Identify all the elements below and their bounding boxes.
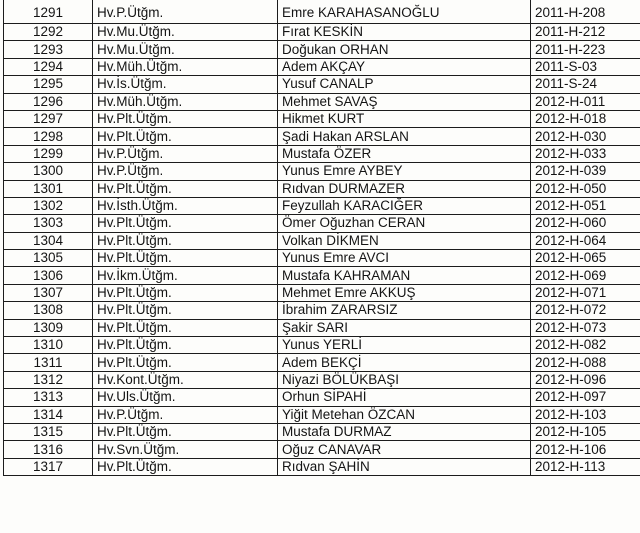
table-row <box>4 110 640 127</box>
table-row <box>4 0 640 24</box>
registry-number-cell: 2011-H-212 <box>531 24 640 41</box>
registry-number-cell: 2012-H-071 <box>531 284 640 301</box>
name-cell: Fırat KESKİN <box>278 24 531 41</box>
name-cell: Mehmet Emre AKKUŞ <box>278 284 531 301</box>
row-number-cell: 1306 <box>4 267 93 284</box>
table-row <box>4 441 640 458</box>
rank-cell: Hv.Mu.Ütğm. <box>93 24 278 41</box>
name-cell: Volkan DİKMEN <box>278 232 531 249</box>
row-number-cell: 1301 <box>4 180 93 197</box>
registry-number-cell: 2012-H-069 <box>531 267 640 284</box>
name-cell: Yunus Emre AVCI <box>278 250 531 267</box>
row-number-cell: 1295 <box>4 76 93 93</box>
row-number-cell: 1307 <box>4 284 93 301</box>
table-row <box>4 354 640 371</box>
registry-number-cell: 2012-H-105 <box>531 423 640 440</box>
registry-number-cell: 2011-H-208 <box>531 0 640 24</box>
registry-number-cell: 2012-H-065 <box>531 250 640 267</box>
name-cell: Mehmet SAVAŞ <box>278 93 531 110</box>
row-number-cell: 1294 <box>4 58 93 75</box>
registry-number-cell: 2012-H-106 <box>531 441 640 458</box>
table-row <box>4 371 640 388</box>
row-number-cell: 1292 <box>4 24 93 41</box>
row-number-cell: 1314 <box>4 406 93 423</box>
name-cell: Emre KARAHASANOĞLU <box>278 0 531 24</box>
table-row <box>4 76 640 93</box>
rank-cell: Hv.P.Ütğm. <box>93 0 278 24</box>
name-cell: Mustafa ÖZER <box>278 145 531 162</box>
name-cell: Şakir SARI <box>278 319 531 336</box>
row-number-cell: 1315 <box>4 423 93 440</box>
registry-number-cell: 2011-S-24 <box>531 76 640 93</box>
row-number-cell: 1310 <box>4 337 93 354</box>
table-row <box>4 41 640 58</box>
rank-cell: Hv.İs.Ütğm. <box>93 76 278 93</box>
name-cell: Ömer Oğuzhan CERAN <box>278 215 531 232</box>
registry-number-cell: 2012-H-011 <box>531 93 640 110</box>
rank-cell: Hv.Plt.Ütğm. <box>93 250 278 267</box>
row-number-cell: 1313 <box>4 389 93 406</box>
rank-cell: Hv.Plt.Ütğm. <box>93 215 278 232</box>
rank-cell: Hv.Plt.Ütğm. <box>93 110 278 127</box>
personnel-table-body <box>4 0 640 476</box>
name-cell: Doğukan ORHAN <box>278 41 531 58</box>
table-row <box>4 423 640 440</box>
row-number-cell: 1305 <box>4 250 93 267</box>
table-row <box>4 58 640 75</box>
table-row <box>4 284 640 301</box>
registry-number-cell: 2012-H-097 <box>531 389 640 406</box>
name-cell: Rıdvan ŞAHİN <box>278 458 531 475</box>
table-row <box>4 145 640 162</box>
registry-number-cell: 2012-H-082 <box>531 337 640 354</box>
registry-number-cell: 2012-H-073 <box>531 319 640 336</box>
registry-number-cell: 2011-H-223 <box>531 41 640 58</box>
registry-number-cell: 2012-H-088 <box>531 354 640 371</box>
name-cell: İbrahim ZARARSIZ <box>278 302 531 319</box>
name-cell: Yunus Emre AYBEY <box>278 163 531 180</box>
name-cell: Şadi Hakan ARSLAN <box>278 128 531 145</box>
table-row <box>4 128 640 145</box>
rank-cell: Hv.Müh.Ütğm. <box>93 58 278 75</box>
rank-cell: Hv.Kont.Ütğm. <box>93 371 278 388</box>
rank-cell: Hv.Plt.Ütğm. <box>93 180 278 197</box>
rank-cell: Hv.Plt.Ütğm. <box>93 319 278 336</box>
table-row <box>4 250 640 267</box>
rank-cell: Hv.P.Ütğm. <box>93 163 278 180</box>
row-number-cell: 1311 <box>4 354 93 371</box>
row-number-cell: 1296 <box>4 93 93 110</box>
table-row <box>4 24 640 41</box>
registry-number-cell: 2012-H-096 <box>531 371 640 388</box>
table-row <box>4 389 640 406</box>
name-cell: Mustafa DURMAZ <box>278 423 531 440</box>
name-cell: Adem BEKÇİ <box>278 354 531 371</box>
name-cell: Yusuf CANALP <box>278 76 531 93</box>
rank-cell: Hv.İsth.Ütğm. <box>93 197 278 214</box>
registry-number-cell: 2012-H-113 <box>531 458 640 475</box>
registry-number-cell: 2012-H-018 <box>531 110 640 127</box>
registry-number-cell: 2012-H-103 <box>531 406 640 423</box>
row-number-cell: 1298 <box>4 128 93 145</box>
name-cell: Adem AKÇAY <box>278 58 531 75</box>
registry-number-cell: 2012-H-060 <box>531 215 640 232</box>
table-row <box>4 319 640 336</box>
rank-cell: Hv.Uls.Ütğm. <box>93 389 278 406</box>
rank-cell: Hv.Mu.Ütğm. <box>93 41 278 58</box>
row-number-cell: 1304 <box>4 232 93 249</box>
registry-number-cell: 2012-H-051 <box>531 197 640 214</box>
table-row <box>4 302 640 319</box>
table-row <box>4 197 640 214</box>
table-row <box>4 458 640 475</box>
rank-cell: Hv.İkm.Ütğm. <box>93 267 278 284</box>
name-cell: Hikmet KURT <box>278 110 531 127</box>
table-row <box>4 406 640 423</box>
registry-number-cell: 2012-H-064 <box>531 232 640 249</box>
rank-cell: Hv.Plt.Ütğm. <box>93 284 278 301</box>
name-cell: Niyazi BÖLÜKBAŞI <box>278 371 531 388</box>
table-row <box>4 232 640 249</box>
name-cell: Feyzullah KARACIĞER <box>278 197 531 214</box>
row-number-cell: 1303 <box>4 215 93 232</box>
registry-number-cell: 2011-S-03 <box>531 58 640 75</box>
rank-cell: Hv.Svn.Ütğm. <box>93 441 278 458</box>
rank-cell: Hv.Plt.Ütğm. <box>93 232 278 249</box>
row-number-cell: 1316 <box>4 441 93 458</box>
row-number-cell: 1299 <box>4 145 93 162</box>
row-number-cell: 1291 <box>4 0 93 24</box>
row-number-cell: 1309 <box>4 319 93 336</box>
rank-cell: Hv.Plt.Ütğm. <box>93 458 278 475</box>
rank-cell: Hv.Plt.Ütğm. <box>93 302 278 319</box>
table-row <box>4 93 640 110</box>
registry-number-cell: 2012-H-030 <box>531 128 640 145</box>
rank-cell: Hv.P.Ütğm. <box>93 145 278 162</box>
table-row <box>4 215 640 232</box>
registry-number-cell: 2012-H-039 <box>531 163 640 180</box>
registry-number-cell: 2012-H-033 <box>531 145 640 162</box>
table-row <box>4 267 640 284</box>
name-cell: Yunus YERLİ <box>278 337 531 354</box>
row-number-cell: 1293 <box>4 41 93 58</box>
personnel-table <box>3 0 640 476</box>
rank-cell: Hv.P.Ütğm. <box>93 406 278 423</box>
rank-cell: Hv.Plt.Ütğm. <box>93 423 278 440</box>
table-row <box>4 180 640 197</box>
name-cell: Orhun SİPAHİ <box>278 389 531 406</box>
row-number-cell: 1297 <box>4 110 93 127</box>
rank-cell: Hv.Plt.Ütğm. <box>93 337 278 354</box>
row-number-cell: 1302 <box>4 197 93 214</box>
table-row <box>4 337 640 354</box>
name-cell: Rıdvan DURMAZER <box>278 180 531 197</box>
table-row <box>4 163 640 180</box>
registry-number-cell: 2012-H-072 <box>531 302 640 319</box>
row-number-cell: 1308 <box>4 302 93 319</box>
rank-cell: Hv.Plt.Ütğm. <box>93 128 278 145</box>
rank-cell: Hv.Müh.Ütğm. <box>93 93 278 110</box>
name-cell: Yiğit Metehan ÖZCAN <box>278 406 531 423</box>
row-number-cell: 1312 <box>4 371 93 388</box>
name-cell: Oğuz CANAVAR <box>278 441 531 458</box>
row-number-cell: 1300 <box>4 163 93 180</box>
registry-number-cell: 2012-H-050 <box>531 180 640 197</box>
name-cell: Mustafa KAHRAMAN <box>278 267 531 284</box>
row-number-cell: 1317 <box>4 458 93 475</box>
rank-cell: Hv.Plt.Ütğm. <box>93 354 278 371</box>
